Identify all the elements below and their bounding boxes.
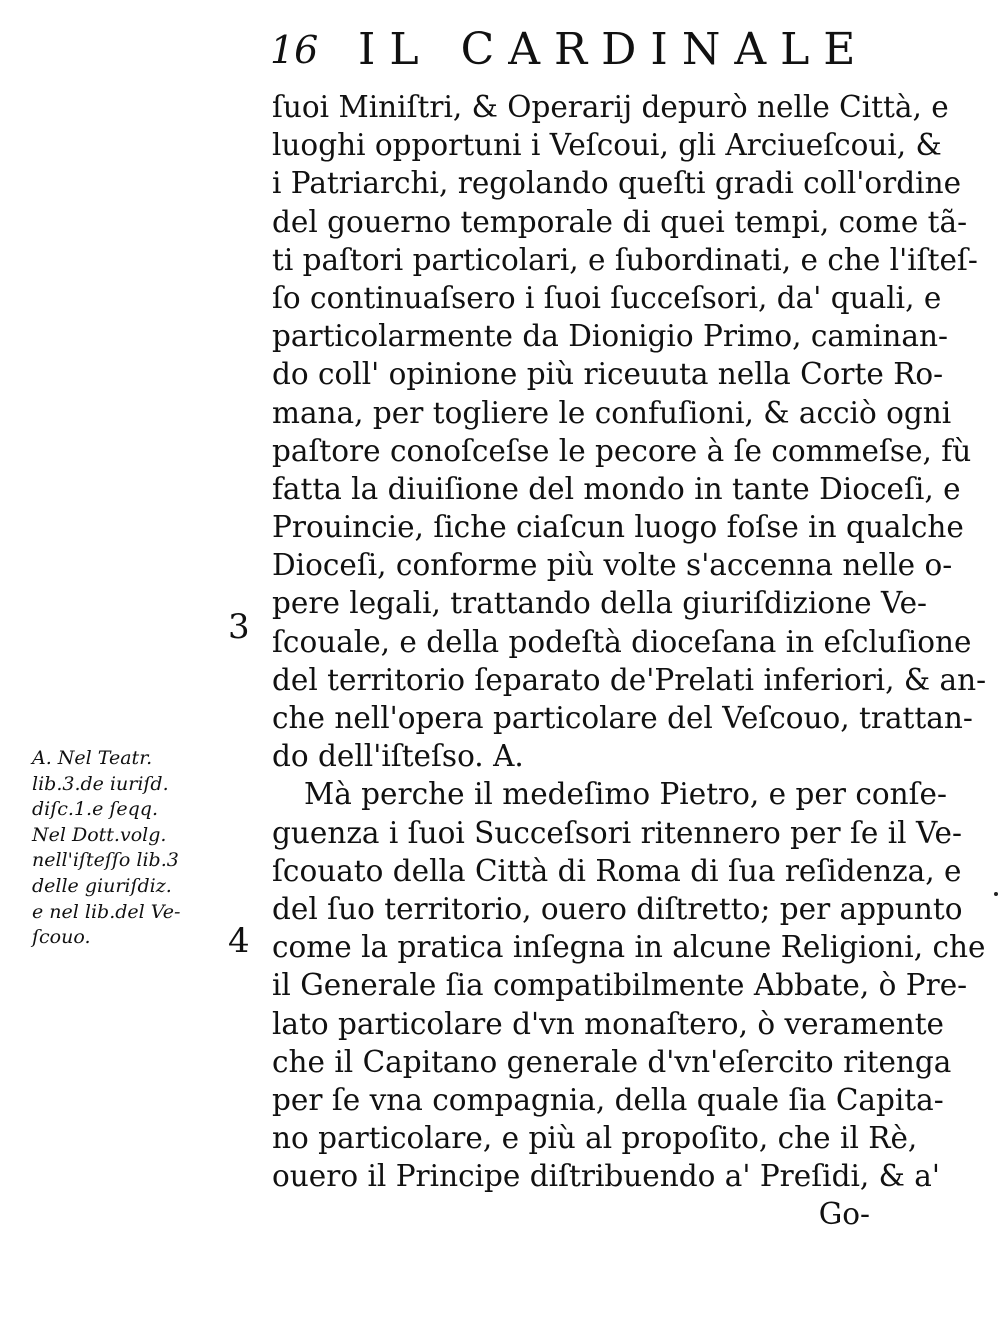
- text-line: il Generale ſia compatibilmente Abbate, ò Pre-: [272, 968, 968, 1003]
- text-line: che il Capitano generale d'vn'eſercito ritenga: [272, 1044, 952, 1079]
- marginal-note: [32, 746, 222, 951]
- text-line: Prouincie, ſiche ciaſcun luogo foſse in qualche: [272, 510, 964, 545]
- text-line: ſcouale, e della podeſtà dioceſana in eſcluſione: [272, 624, 972, 659]
- paragraph-start-line: Mà perche il medeſimo Pietro, e per conſe-: [304, 777, 947, 812]
- note-line: ſcouo.: [32, 926, 91, 949]
- ink-speck: [994, 892, 998, 896]
- text-line: ſuoi Miniſtri, & Operarij depurò nelle Città, e: [272, 90, 949, 124]
- text-line: per ſe vna compagnia, della quale ſia Capita-: [272, 1082, 944, 1117]
- margin-number-3: 3: [228, 607, 250, 647]
- text-line: Dioceſi, conforme più volte s'accenna nelle o-: [272, 548, 953, 583]
- page-number: 16: [270, 28, 319, 72]
- text-line: paſtore conoſceſse le pecore à ſe commeſse, fù: [272, 433, 972, 468]
- text-line: del ſuo territorio, ouero diſtretto; per appunto: [272, 891, 963, 926]
- note-line: lib.3.de iuriſd.: [32, 772, 169, 795]
- page-header: [270, 22, 940, 78]
- note-line: diſc.1.e ſeqq.: [32, 798, 159, 821]
- text-line: del gouerno temporale di quei tempi, come tã-: [272, 204, 968, 239]
- note-line: A. Nel Teatr.: [32, 747, 153, 769]
- text-line: del territorio ſeparato de'Prelati inferiori, & an-: [272, 662, 987, 697]
- running-title: IL CARDINALE: [358, 24, 870, 75]
- text-line: come la pratica inſegna in alcune Religioni, che: [272, 930, 986, 965]
- text-line: ouero il Principe diſtribuendo a' Preſidi, & a': [272, 1159, 940, 1194]
- text-line: ti paſtori particolari, e ſubordinati, e che l'iſteſ-: [272, 242, 978, 277]
- text-line: fatta la diuiſione del mondo in tante Dioceſi, e: [272, 471, 961, 506]
- text-line: lato particolare d'vn monaſtero, ò veramente: [272, 1006, 945, 1041]
- text-line: ſcouato della Città di Roma di ſua reſidenza, e: [272, 853, 962, 888]
- text-line: guenza i ſuoi Succeſsori ritennero per ſe il Ve-: [272, 815, 962, 850]
- text-line: no particolare, e più al propoſito, che il Rè,: [272, 1121, 918, 1156]
- note-line: Nel Dott.volg.: [32, 823, 167, 846]
- text-line: i Patriarchi, regolando queſti gradi coll'ordine: [272, 166, 962, 201]
- note-line: delle giuriſdiz.: [32, 874, 172, 897]
- text-line: luoghi opportuni i Veſcoui, gli Arciueſcoui, &: [272, 128, 942, 163]
- main-text-block: [272, 88, 987, 1234]
- text-line: ſo continuaſsero i ſuoi ſucceſsori, da' quali, e: [272, 280, 942, 315]
- text-line: particolarmente da Dionigio Primo, caminan-: [272, 319, 948, 354]
- text-line: che nell'opera particolare del Veſcouo, trattan-: [272, 701, 973, 735]
- text-line: mana, per togliere le confuſioni, & acciò ogni: [272, 395, 952, 430]
- text-line: pere legali, trattando della giuriſdizione Ve-: [272, 586, 927, 621]
- note-line: e nel lib.del Ve-: [32, 900, 181, 923]
- margin-number-4: 4: [228, 921, 250, 961]
- text-line: do dell'iſteſso. A.: [272, 739, 524, 774]
- text-line: do coll' opinione più riceuuta nella Corte Ro-: [272, 357, 944, 392]
- catchword: Go-: [818, 1197, 870, 1232]
- note-line: nell'iſteſſo lib.3: [32, 849, 179, 872]
